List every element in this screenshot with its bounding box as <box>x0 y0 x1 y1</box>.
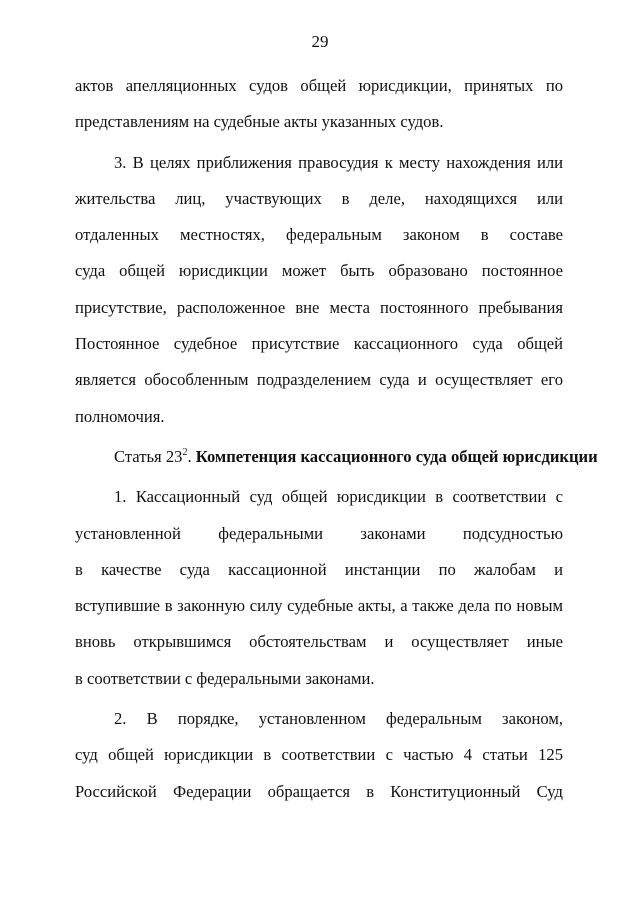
text-line: 2. В порядке, установленном федеральным законом, <box>114 709 563 729</box>
text-line: Постоянное судебное присутствие кассационного суда общей <box>75 334 563 354</box>
article-paragraph-2 <box>75 701 563 810</box>
article-paragraph-1 <box>75 479 563 697</box>
text-line: 3. В целях приближения правосудия к месту нахождения или <box>114 152 563 172</box>
text-line: актов апелляционных судов общей юрисдикции, принятых по <box>75 76 563 95</box>
article-number <box>114 447 192 466</box>
article-suffix: . <box>187 446 192 466</box>
text-line: суда общей юрисдикции может быть образовано постоянное <box>75 261 563 281</box>
text-line: жительства лиц, участвующих в деле, находящихся или <box>75 188 563 208</box>
document-body <box>75 68 598 810</box>
text-line: установленной федеральными законами подсудностью <box>75 523 563 543</box>
text-line: вступившие в законную силу судебные акты, а также дела по новым <box>75 596 563 616</box>
paragraph-3 <box>75 145 563 435</box>
article-superscript: 2 <box>182 446 188 458</box>
text-line: является обособленным подразделением суда и осуществляет его <box>75 370 563 390</box>
text-line: 1. Кассационный суд общей юрисдикции в соответствии с <box>114 487 563 507</box>
article-prefix: Статья 23 <box>114 446 183 466</box>
article-heading <box>75 439 598 475</box>
text-line: отдаленных местностях, федеральным законом в составе <box>75 225 563 245</box>
text-line: в качестве суда кассационной инстанции по жалобам и <box>75 559 563 579</box>
text-line: Российской Федерации обращается в Конституционный Суд <box>75 781 563 801</box>
text-line: полномочия. <box>75 406 165 426</box>
text-line: представлениям на судебные акты указанных судов. <box>75 112 444 132</box>
text-line: суд общей юрисдикции в соответствии с частью 4 статьи 125 <box>75 745 563 765</box>
text-line: вновь открывшимся обстоятельствам и осуществляет иные <box>75 632 563 652</box>
text-line: присутствие, расположенное вне места постоянного пребывания <box>75 297 563 317</box>
paragraph-continuation <box>75 68 563 141</box>
page-number: 29 <box>311 32 329 51</box>
article-title: Компетенция кассационного суда общей юрисдикции <box>195 446 598 466</box>
text-line: в соответствии с федеральными законами. <box>75 668 375 688</box>
